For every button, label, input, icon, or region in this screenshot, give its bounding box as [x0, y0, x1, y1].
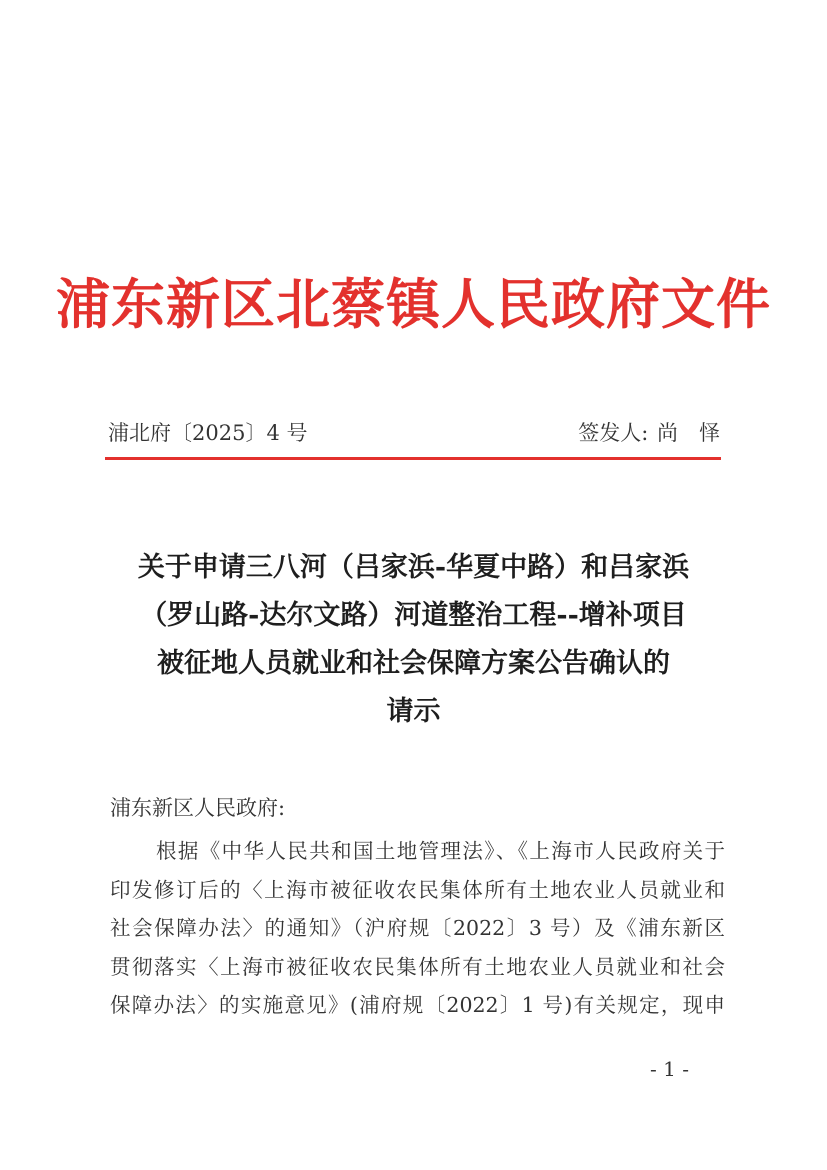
- body-line: 保障办法〉的实施意见》(浦府规〔2022〕1 号)有关规定，现申: [110, 993, 725, 1017]
- body-line: 根据《中华人民共和国土地管理法》、《上海市人民政府关于: [156, 839, 725, 863]
- document-meta-row: [108, 417, 720, 447]
- subject-line: 被征地人员就业和社会保障方案公告确认的: [157, 648, 670, 679]
- document-header-title: 浦东新区北蔡镇人民政府文件: [56, 272, 771, 336]
- body-line: 社会保障办法〉的通知》（沪府规〔2022〕3 号）及《浦东新区: [110, 916, 725, 940]
- body-line: 印发修订后的〈上海市被征收农民集体所有土地农业人员就业和: [110, 877, 725, 902]
- body-line: 贯彻落实〈上海市被征收农民集体所有土地农业人员就业和社会: [110, 954, 725, 979]
- issuer-name: 尚 怿: [657, 421, 720, 445]
- issuer: [576, 417, 720, 447]
- page-number: - 1 -: [650, 1057, 689, 1081]
- issuer-label: 签发人:: [578, 421, 649, 445]
- subject-line: 关于申请三八河（吕家浜-华夏中路）和吕家浜: [137, 552, 690, 583]
- addressee: 浦东新区人民政府:: [110, 796, 286, 820]
- subject-line: （罗山路-达尔文路）河道整治工程--增补项目: [140, 600, 687, 631]
- document-subject: [80, 544, 747, 736]
- body-paragraph: [110, 832, 725, 1025]
- document-number: 浦北府〔2025〕4 号: [108, 421, 308, 445]
- red-divider-line: [105, 457, 721, 460]
- subject-line: 请示: [386, 696, 441, 727]
